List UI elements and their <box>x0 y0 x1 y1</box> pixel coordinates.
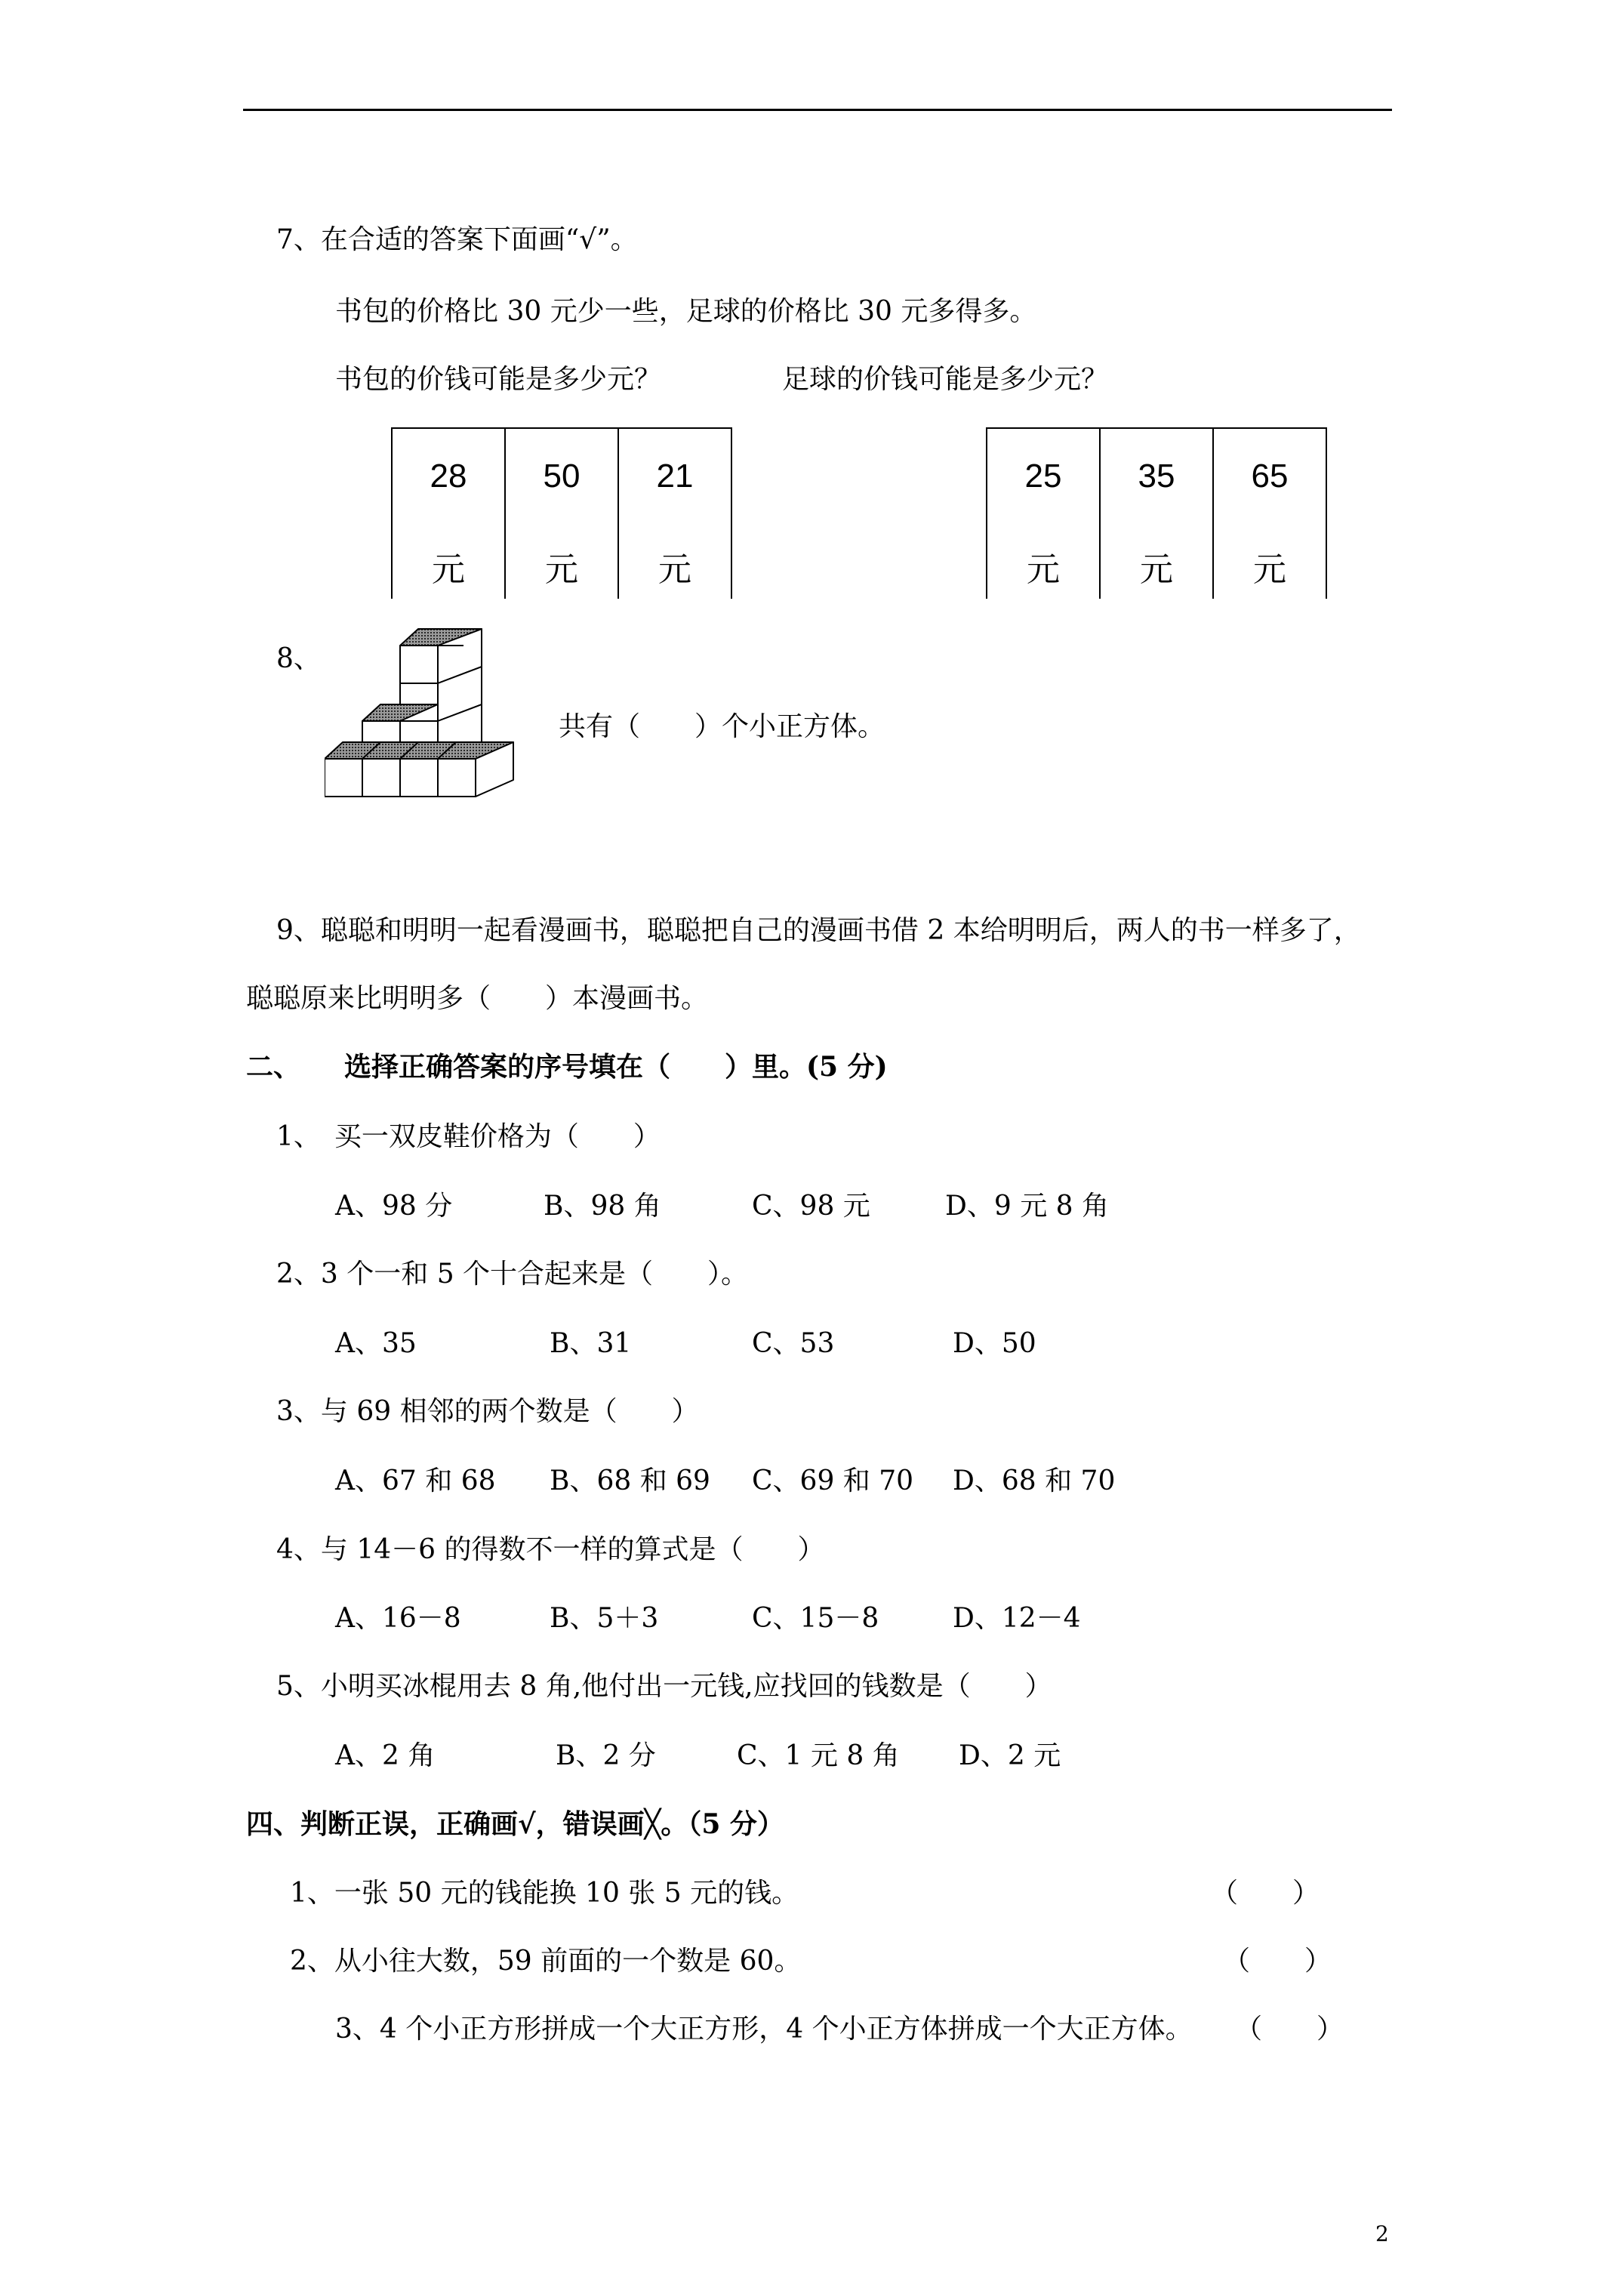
s2-q3-option-c[interactable]: C、69 和 70 <box>752 1465 914 1496</box>
s2-q3: 3、与 69 相邻的两个数是（ ） <box>276 1396 699 1427</box>
s2-q5-option-a[interactable]: A、2 角 <box>335 1740 436 1771</box>
q8-text: 共有（ ）个小正方体。 <box>559 711 885 742</box>
s2-q1-option-d[interactable]: D、9 元 8 角 <box>945 1191 1110 1222</box>
s2-q4-option-b[interactable]: B、5＋3 <box>550 1603 659 1634</box>
s2-q4-option-d[interactable]: D、12－4 <box>953 1603 1081 1634</box>
s2-q4-option-c[interactable]: C、15－8 <box>752 1603 879 1634</box>
ball-price-table <box>986 427 1327 599</box>
s2-q3-option-b[interactable]: B、68 和 69 <box>550 1465 710 1496</box>
section4-heading: 四、判断正误，正确画√，错误画╳。（5 分） <box>246 1808 784 1840</box>
s4-item-2-blank[interactable]: （ ） <box>1223 1946 1332 1977</box>
bag-option-1[interactable]: 28 元 <box>392 428 505 599</box>
s2-q3-option-d[interactable]: D、68 和 70 <box>953 1465 1116 1496</box>
ball-option-2[interactable]: 35 元 <box>1100 428 1213 599</box>
q9-line2: 聪聪原来比明明多（ ）本漫画书。 <box>246 983 709 1014</box>
s2-q5-option-d[interactable]: D、2 元 <box>959 1740 1061 1771</box>
s4-item-2: 2、从小往大数，59 前面的一个数是 60。 <box>290 1946 802 1977</box>
s2-q2-option-b[interactable]: B、31 <box>550 1328 632 1359</box>
q7-statement: 书包的价格比 30 元少一些，足球的价格比 30 元多得多。 <box>335 296 1037 327</box>
section2-heading: 选择正确答案的序号填在（ ）里。(5 分) <box>344 1051 888 1083</box>
ball-option-1[interactable]: 25 元 <box>987 428 1100 599</box>
s2-q1-option-c[interactable]: C、98 元 <box>752 1191 870 1222</box>
s2-q5: 5、小明买冰棍用去 8 角,他付出一元钱,应找回的钱数是（ ） <box>276 1671 1052 1702</box>
q8-number: 8、 <box>276 643 321 674</box>
s2-q3-option-a[interactable]: A、67 和 68 <box>335 1465 496 1496</box>
s2-q2-option-a[interactable]: A、35 <box>335 1328 417 1359</box>
header-rule <box>243 109 1392 111</box>
s4-item-1-blank[interactable]: （ ） <box>1211 1878 1320 1909</box>
s4-item-3-blank[interactable]: （ ） <box>1235 2014 1344 2045</box>
s2-q1-option-b[interactable]: B、98 角 <box>544 1191 661 1222</box>
cube-bottom-right <box>438 742 513 797</box>
s2-q1: 1、 买一双皮鞋价格为（ ） <box>276 1121 661 1152</box>
q9-line1: 9、聪聪和明明一起看漫画书，聪聪把自己的漫画书借 2 本给明明后，两人的书一样多了， <box>276 915 1361 946</box>
bag-option-3[interactable]: 21 元 <box>618 428 731 599</box>
s2-q2-option-c[interactable]: C、53 <box>752 1328 835 1359</box>
page-number: 2 <box>1375 2221 1389 2246</box>
s2-q4-option-a[interactable]: A、16－8 <box>335 1603 461 1634</box>
cube-stack-figure <box>325 623 574 834</box>
bag-option-2[interactable]: 50 元 <box>505 428 618 599</box>
s2-q5-option-c[interactable]: C、1 元 8 角 <box>737 1740 900 1771</box>
q7-ask-bag: 书包的价钱可能是多少元？ <box>335 364 662 395</box>
s4-item-1: 1、一张 50 元的钱能换 10 张 5 元的钱。 <box>290 1878 799 1909</box>
s4-item-3: 3、4 个小正方形拼成一个大正方形，4 个小正方体拼成一个大正方体。 <box>335 2014 1193 2045</box>
q7-title: 7、在合适的答案下面画“√”。 <box>276 224 638 255</box>
s2-q5-option-b[interactable]: B、2 分 <box>556 1740 656 1771</box>
section2-number: 二、 <box>246 1051 301 1083</box>
ball-option-3[interactable]: 65 元 <box>1213 428 1326 599</box>
s2-q2-option-d[interactable]: D、50 <box>953 1328 1036 1359</box>
s2-q1-option-a[interactable]: A、98 分 <box>335 1191 453 1222</box>
s2-q4: 4、与 14－6 的得数不一样的算式是（ ） <box>276 1534 825 1565</box>
bag-price-table <box>391 427 732 599</box>
s2-q2: 2、3 个一和 5 个十合起来是（ ）。 <box>276 1259 749 1290</box>
q7-ask-ball: 足球的价钱可能是多少元？ <box>782 364 1109 395</box>
